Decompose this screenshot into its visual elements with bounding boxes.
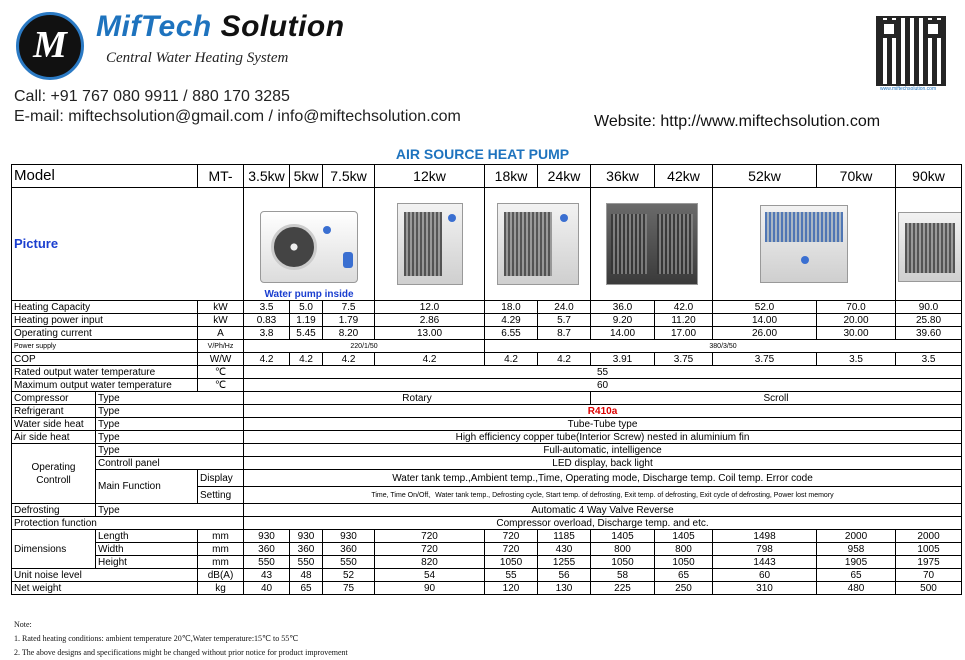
value-cell: Water tank temp.,Ambient temp.,Time, Operating mode, Discharge temp. Coil temp. Error code: [244, 470, 962, 487]
value-cell: 11.20: [655, 314, 713, 327]
value-cell: 1005: [896, 543, 962, 556]
picture-52kw: [713, 188, 896, 301]
grill-icon: [765, 212, 843, 242]
value-cell: 65: [817, 569, 896, 582]
defrosting-row: [12, 504, 962, 517]
row-unit: kg: [198, 582, 244, 595]
protection-row: [12, 517, 962, 530]
value-cell: 3.75: [655, 353, 713, 366]
value-cell: 36.0: [591, 301, 655, 314]
value-cell: 14.00: [713, 314, 817, 327]
value-cell: 130: [538, 582, 591, 595]
value-cell: 3.8: [244, 327, 290, 340]
value-cell: 65: [290, 582, 323, 595]
notes-heading: Note:: [14, 620, 32, 629]
value-cell: 500: [896, 582, 962, 595]
value-cell: 18.0: [485, 301, 538, 314]
row-unit: kW: [198, 301, 244, 314]
spec-table: [11, 164, 962, 595]
value-cell: 14.00: [591, 327, 655, 340]
noise-row: [12, 569, 962, 582]
picture-70-90kw: [896, 188, 962, 301]
max-output-row: [12, 379, 962, 392]
row-unit: kW: [198, 314, 244, 327]
model-cell: 90kw: [896, 165, 962, 188]
model-label: Model: [12, 165, 198, 188]
value-cell: 5.45: [290, 327, 323, 340]
value-cell: 42.0: [655, 301, 713, 314]
value-cell: 3.5: [817, 353, 896, 366]
value-cell: 17.00: [655, 327, 713, 340]
row-unit: ℃: [198, 379, 244, 392]
value-cell: 1405: [591, 530, 655, 543]
logo-letter: M: [33, 24, 67, 66]
value-cell: 2.86: [375, 314, 485, 327]
operating-control-type-row: [12, 444, 962, 457]
model-cell: 24kw: [538, 165, 591, 188]
value-cell: 1050: [655, 556, 713, 569]
value-cell: 360: [323, 543, 375, 556]
row-label: Protection function: [12, 517, 244, 530]
row-sub: Type: [96, 405, 244, 418]
value-cell: 1905: [817, 556, 896, 569]
value-cell: 12.0: [375, 301, 485, 314]
value-cell: 550: [290, 556, 323, 569]
value-cell: 4.2: [375, 353, 485, 366]
picture-18-24kw: [485, 188, 591, 301]
row-label: COP: [12, 353, 198, 366]
row-unit: mm: [198, 530, 244, 543]
value-cell: 20.00: [817, 314, 896, 327]
note-line-1: 1. Rated heating conditions: ambient temperature 20℃,Water temperature:15℃ to 55℃: [14, 634, 299, 643]
value-cell: LED display, back light: [244, 457, 962, 470]
value-cell: 60: [713, 569, 817, 582]
value-cell: 4.2: [290, 353, 323, 366]
value-cell: 90.0: [896, 301, 962, 314]
row-unit: ℃: [198, 366, 244, 379]
value-cell: 90: [375, 582, 485, 595]
model-cell: 18kw: [485, 165, 538, 188]
brand-dot-icon: [323, 226, 331, 234]
picture-36-42kw: [591, 188, 713, 301]
brand-tagline: Central Water Heating System: [106, 50, 289, 66]
row-label: Power supply: [12, 340, 198, 353]
company-logo: [16, 12, 84, 80]
model-cell: 7.5kw: [323, 165, 375, 188]
value-cell: 30.00: [817, 327, 896, 340]
grill-icon: [611, 214, 647, 274]
value-cell: 3.91: [591, 353, 655, 366]
value-cell: 930: [290, 530, 323, 543]
value-cell: 9.20: [591, 314, 655, 327]
value-cell: 8.7: [538, 327, 591, 340]
value-cell: 1255: [538, 556, 591, 569]
value-cell: 2000: [817, 530, 896, 543]
value-cell: 4.2: [485, 353, 538, 366]
value-cell: 4.2: [538, 353, 591, 366]
row-label: Unit noise level: [12, 569, 198, 582]
value-cell: High efficiency copper tube(Interior Screw) nested in aluminium fin: [244, 431, 962, 444]
value-cell: 7.5: [323, 301, 375, 314]
value-cell: Automatic 4 Way Valve Reverse: [244, 504, 962, 517]
value-cell: 220/1/50: [244, 340, 485, 353]
picture-small-unit: [244, 188, 375, 301]
power-supply-row: [12, 340, 962, 353]
value-cell: 1498: [713, 530, 817, 543]
heat-pump-18-24kw-image: [497, 203, 579, 285]
value-cell: 5.7: [538, 314, 591, 327]
row-unit: W/W: [198, 353, 244, 366]
dimension-width-row: [12, 543, 962, 556]
model-cell: 70kw: [817, 165, 896, 188]
refrigerant-row: [12, 405, 962, 418]
value-cell: 60: [244, 379, 962, 392]
value-cell: 54: [375, 569, 485, 582]
model-cell: 42kw: [655, 165, 713, 188]
grill-icon: [905, 223, 955, 273]
row-label: Water side heat: [12, 418, 96, 431]
row-sub: Type: [96, 418, 244, 431]
brand-dot-icon: [448, 214, 456, 222]
row-label: Air side heat: [12, 431, 96, 444]
air-side-heat-row: [12, 431, 962, 444]
value-cell: 70: [896, 569, 962, 582]
value-cell: 1050: [485, 556, 538, 569]
value-cell: 25.80: [896, 314, 962, 327]
value-cell: Time, Time On/Off、Water tank temp., Defrosting cycle, Start temp. of defrosting, Exit temp. of defrosting, Exit cycle of defrosting, Power lost memory: [244, 487, 962, 504]
model-cell: 5kw: [290, 165, 323, 188]
display-label: Display: [198, 470, 244, 487]
row-label: Dimensions: [12, 530, 96, 569]
value-cell: 1050: [591, 556, 655, 569]
value-cell: 0.83: [244, 314, 290, 327]
value-cell: 70.0: [817, 301, 896, 314]
model-cell: 3.5kw: [244, 165, 290, 188]
value-cell: 58: [591, 569, 655, 582]
control-panel-row: [12, 457, 962, 470]
brand-dot-icon: [801, 256, 809, 264]
heat-pump-52kw-image: [760, 205, 848, 283]
picture-12kw: [375, 188, 485, 301]
value-cell: 800: [591, 543, 655, 556]
heating-power-input-row: [12, 314, 962, 327]
value-cell: 52.0: [713, 301, 817, 314]
dimension-length-row: [12, 530, 962, 543]
value-cell: 8.20: [323, 327, 375, 340]
call-info: Call: +91 767 080 9911 / 880 170 3285: [14, 88, 290, 105]
value-cell: 250: [655, 582, 713, 595]
model-cell: 52kw: [713, 165, 817, 188]
heat-pump-12kw-image: [397, 203, 463, 285]
brand-part1: MifTech: [96, 10, 212, 43]
model-cell: 12kw: [375, 165, 485, 188]
value-cell: Rotary: [244, 392, 591, 405]
value-cell: 3.75: [713, 353, 817, 366]
picture-row: [12, 188, 962, 301]
value-cell: 55: [485, 569, 538, 582]
row-sub: Main Function: [96, 470, 198, 504]
value-cell: 55: [244, 366, 962, 379]
value-cell: 1975: [896, 556, 962, 569]
value-cell: 43: [244, 569, 290, 582]
grill-icon: [657, 214, 693, 274]
heat-pump-70-90kw-image: [898, 212, 962, 282]
row-sub: Type: [96, 392, 244, 405]
value-cell: 310: [713, 582, 817, 595]
row-unit: mm: [198, 556, 244, 569]
value-cell: 6.55: [485, 327, 538, 340]
row-sub: Length: [96, 530, 198, 543]
operating-current-row: [12, 327, 962, 340]
value-cell: 720: [375, 543, 485, 556]
grill-icon: [404, 212, 442, 276]
value-cell: 930: [244, 530, 290, 543]
value-cell: 4.2: [323, 353, 375, 366]
value-cell: 820: [375, 556, 485, 569]
value-cell: 40: [244, 582, 290, 595]
note-line-2: 2. The above designs and specifications might be changed without prior notice for product improvement: [14, 648, 348, 657]
value-cell: 26.00: [713, 327, 817, 340]
value-cell: 13.00: [375, 327, 485, 340]
value-cell: 3.5: [244, 301, 290, 314]
value-cell: 52: [323, 569, 375, 582]
value-cell: Scroll: [591, 392, 962, 405]
value-cell: 800: [655, 543, 713, 556]
setting-label: Setting: [198, 487, 244, 504]
main-function-display-row: [12, 470, 962, 487]
value-cell: 720: [485, 530, 538, 543]
value-cell: 24.0: [538, 301, 591, 314]
cop-row: [12, 353, 962, 366]
value-cell: 480: [817, 582, 896, 595]
value-cell: 75: [323, 582, 375, 595]
row-unit: mm: [198, 543, 244, 556]
row-unit: dB(A): [198, 569, 244, 582]
value-cell: 930: [323, 530, 375, 543]
value-cell: 39.60: [896, 327, 962, 340]
value-cell: 360: [244, 543, 290, 556]
pipe-icon: [343, 252, 353, 268]
value-cell: 430: [538, 543, 591, 556]
page-title: AIR SOURCE HEAT PUMP: [395, 146, 570, 162]
row-sub: Width: [96, 543, 198, 556]
row-label: Operating Controll: [12, 444, 96, 504]
heat-pump-36-42kw-image: [606, 203, 698, 285]
value-cell: 1.79: [323, 314, 375, 327]
picture-label-cell: [12, 188, 244, 301]
row-label: Maximum output water temperature: [12, 379, 198, 392]
qr-caption: www.miftechsolution.com: [880, 86, 937, 92]
value-cell: 1443: [713, 556, 817, 569]
row-label: Heating Capacity: [12, 301, 198, 314]
value-cell: 120: [485, 582, 538, 595]
qr-code: [876, 16, 946, 86]
net-weight-row: [12, 582, 962, 595]
row-label: Net weight: [12, 582, 198, 595]
value-cell: 3.5: [896, 353, 962, 366]
row-label: Refrigerant: [12, 405, 96, 418]
website-link[interactable]: Website: http://www.miftechsolution.com: [594, 113, 881, 130]
row-label: Defrosting: [12, 504, 96, 517]
value-cell: 360: [290, 543, 323, 556]
email-info: E-mail: miftechsolution@gmail.com / info@miftechsolution.com: [14, 108, 461, 125]
water-side-heat-row: [12, 418, 962, 431]
row-unit: A: [198, 327, 244, 340]
value-cell: 225: [591, 582, 655, 595]
row-sub: Type: [96, 444, 244, 457]
model-header-row: [12, 165, 962, 188]
value-cell: Full-automatic, intelligence: [244, 444, 962, 457]
value-cell: 4.29: [485, 314, 538, 327]
value-cell: 550: [323, 556, 375, 569]
row-label: Compressor: [12, 392, 96, 405]
value-cell: 2000: [896, 530, 962, 543]
value-cell: Compressor overload, Discharge temp. and etc.: [244, 517, 962, 530]
value-cell: 1185: [538, 530, 591, 543]
value-cell: 5.0: [290, 301, 323, 314]
value-cell: R410a: [244, 405, 962, 418]
brand-dot-icon: [560, 214, 568, 222]
model-cell: 36kw: [591, 165, 655, 188]
heating-capacity-row: [12, 301, 962, 314]
picture-label: Picture: [14, 235, 59, 251]
row-sub: Type: [96, 431, 244, 444]
value-cell: 65: [655, 569, 713, 582]
value-cell: 958: [817, 543, 896, 556]
small-heat-pump-image: [260, 211, 358, 283]
value-cell: 56: [538, 569, 591, 582]
row-unit: V/Ph/Hz: [198, 340, 244, 353]
fan-icon: [271, 224, 317, 270]
dimension-height-row: [12, 556, 962, 569]
value-cell: 1.19: [290, 314, 323, 327]
value-cell: 550: [244, 556, 290, 569]
value-cell: 720: [375, 530, 485, 543]
row-label: Operating current: [12, 327, 198, 340]
row-sub: Controll panel: [96, 457, 244, 470]
value-cell: 4.2: [244, 353, 290, 366]
row-label: Heating power input: [12, 314, 198, 327]
rated-output-row: [12, 366, 962, 379]
brand-part2: Solution: [220, 10, 345, 43]
compressor-row: [12, 392, 962, 405]
mt-label: MT-: [198, 165, 244, 188]
value-cell: 720: [485, 543, 538, 556]
grill-icon: [504, 212, 552, 276]
value-cell: 48: [290, 569, 323, 582]
value-cell: 380/3/50: [485, 340, 962, 353]
brand-name: [96, 10, 345, 44]
value-cell: Tube-Tube type: [244, 418, 962, 431]
row-sub: Height: [96, 556, 198, 569]
row-label: Rated output water temperature: [12, 366, 198, 379]
value-cell: 798: [713, 543, 817, 556]
row-sub: Type: [96, 504, 244, 517]
water-pump-note: Water pump inside: [264, 289, 354, 300]
value-cell: 1405: [655, 530, 713, 543]
